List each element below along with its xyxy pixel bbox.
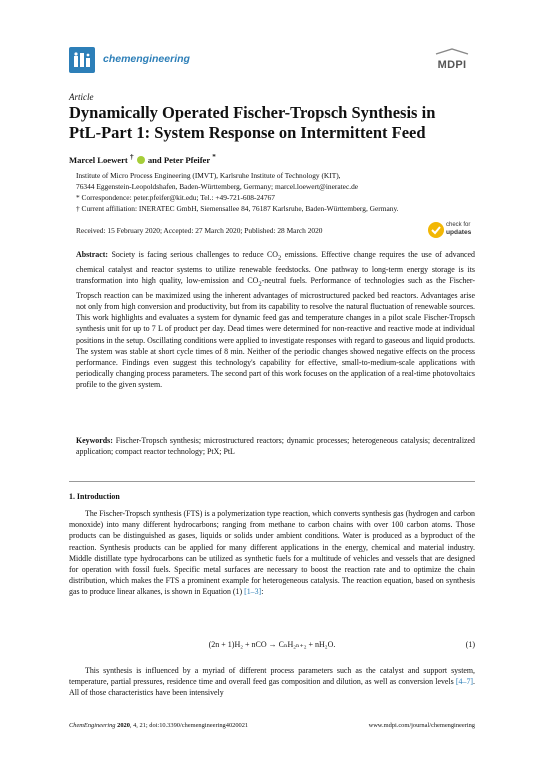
abstract-text-2: emissions. Effective change requires the use of advanced chemical catalyst and reactor systems to utilize renewable feedstocks. One pathway to long-term energy storage is its transformation into high quality, low-emission and CO — [76, 250, 475, 285]
updates-label: check for updates — [446, 222, 472, 236]
article-type: Article — [69, 92, 94, 102]
title-line-2: PtL-Part 1: System Response on Intermittent Feed — [69, 123, 426, 142]
footer-url[interactable]: www.mdpi.com/journal/chemengineering — [368, 722, 475, 729]
current-affiliation-line: † Current affiliation: INERATEC GmbH, Siemensallee 84, 76187 Karlsruhe, Baden-Württemberg, Germany. — [76, 204, 399, 213]
author-2[interactable]: and Peter Pfeifer — [147, 154, 211, 165]
citation-link[interactable]: [4–7] — [455, 677, 474, 687]
author-2-mark: * — [212, 153, 216, 161]
publication-dates: Received: 15 February 2020; Accepted: 27 March 2020; Published: 28 March 2020 — [76, 226, 323, 235]
paper-title — [69, 103, 489, 143]
affiliations — [76, 170, 486, 214]
author-1-mark: † — [129, 153, 134, 161]
journal-logo-icon — [69, 47, 95, 73]
section-divider — [69, 481, 475, 482]
keywords — [76, 435, 475, 457]
check-for-updates-badge[interactable] — [428, 220, 476, 240]
journal-name[interactable]: chemengineering — [103, 53, 190, 65]
abstract-text-3: -neutral fuels. Performance of technologies such as the Fischer-Tropsch reaction can be maximized using the inherent advantages of microstructured packed bed reactors. Advantages arise not only from high conversion and productivity, but from its capability to resolve the natural fluctuation of renewable sources. This work highlights and evaluates a system for dynamic feed gas and temperature changes in a pilot scale Fischer-Tropsch synthesis unit for up to 7 L of product per day. Dead times were determined for non-reactive and reactive mode at individual positions in the setup. Oscillating conditions were applied to investigate responses with regard to gaseous and liquid products. The system was stable at short cycle times of 8 min. Neither of the periodic changes showed negative effects on the process performance. Findings even suggest this technology's capability for effective, small-to-medium-scale applications with periodically changing process parameters. The second part of this work focuses on the application of a real-time photovoltaics profile to the given system. — [76, 275, 475, 390]
abstract-label: Abstract: — [76, 250, 108, 259]
mdpi-logo[interactable] — [430, 48, 474, 74]
author-1[interactable]: Marcel Loewert — [69, 154, 128, 165]
introduction-paragraph-2: This synthesis is influenced by a myriad of different process parameters such as the catalyst and support system, temperature, partial pressures, residence time and overall feed gas composition and dilution, as well as conversion levels [4–7]. All of those characteristics have been intensively — [69, 666, 475, 698]
publisher-name: MDPI — [437, 59, 467, 71]
title-line-1: Dynamically Operated Fischer-Tropsch Synthesis in — [69, 103, 436, 122]
affiliation-line-1: Institute of Micro Process Engineering (IMVT), Karlsruhe Institute of Technology (KIT), — [76, 171, 341, 180]
abstract: Abstract: Society is facing serious challenges to reduce $CO_2$ emissions. Effective change requires the use of advanced chemical catalyst and reactor systems to utilize renewable feedstocks. One pathway to long-term energy storage is its transformation into high quality, low-emission and $CO_2$-neutral fuels. Performance of technologies such as the Fischer-Tropsch reaction can be maximized using the inherent advantages of microstructured packed bed reactors. Advantages arise not only from high conversion and productivity, but from its capability to resolve the natural fluctuation of renewable sources. This work highlights and evaluates a system for dynamic feed gas and temperature changes in a pilot scale Fischer-Tropsch synthesis unit for up to 7 L of product per day. Dead times were determined for non-reactive and reactive mode at individual positions in the setup. Oscillating conditions were applied to investigate responses with regard to gaseous and liquid products. The system was stable at short cycle times of 8 min. Neither of the periodic changes showed negative effects on the process performance. Findings even suggest this technology's capability for effective, small-to-medium-scale applications with periodically changing process parameters. The second part of this work focuses on the application of a real-time photovoltaics profile to the given system. — [76, 250, 475, 390]
affiliation-line-2: 76344 Eggenstein-Leopoldshafen, Baden-Württemberg, Germany; marcel.loewert@ineratec.de — [76, 182, 359, 191]
abstract-text-1: Society is facing serious challenges to reduce CO — [111, 250, 278, 259]
correspondence-line: * Correspondence: peter.pfeifer@kit.edu; Tel.: +49-721-608-24767 — [76, 193, 275, 202]
equation-number: (1) — [465, 640, 475, 649]
keywords-label: Keywords: — [76, 436, 113, 445]
section-heading: 1. Introduction — [69, 492, 120, 501]
orcid-icon[interactable] — [137, 156, 145, 164]
footer-citation: ChemEngineering 2020, 4, 21; doi:10.3390/chemengineering4020021 — [69, 722, 249, 729]
authors — [69, 153, 216, 165]
citation-link[interactable]: [1–3] — [244, 587, 262, 597]
introduction-paragraph-1: The Fischer-Tropsch synthesis (FTS) is a polymerization type reaction, which converts synthesis gas (hydrogen and carbon monoxide) into many different hydrocarbons; ranging from methane to carbon chains with over 100 carbon atoms. Those products can be distinguished as gases, liquids or solids under ambient conditions. Water is produced as a byproduct of the reaction. Synthesis products can be applied for many different applications in the energy, chemical and material industry. Middle distillate type hydrocarbons can be utilized as synthetic fuels for a multitude of vehicles and vessels that are designed for operation with fossil fuels. Specific metal surfaces are necessary to boost the reaction rate and to optimize the chain distribution, which makes the FTS a prominent example for heterogeneous catalysis. The reaction equation, based on synthesis gas to produce linear alkanes, is shown in Equation (1) [1–3]: — [69, 509, 475, 597]
keywords-text: Fischer-Tropsch synthesis; microstructured reactors; dynamic processes; heterogeneous catalysis; decentralized application; compact reactor technology; PtX; PtL — [76, 436, 475, 457]
updates-icon — [428, 222, 444, 238]
equation-text: (2n + 1)H₂ + nCO → CₙH₂ₙ₊₂ + nH₂O. — [208, 640, 336, 649]
